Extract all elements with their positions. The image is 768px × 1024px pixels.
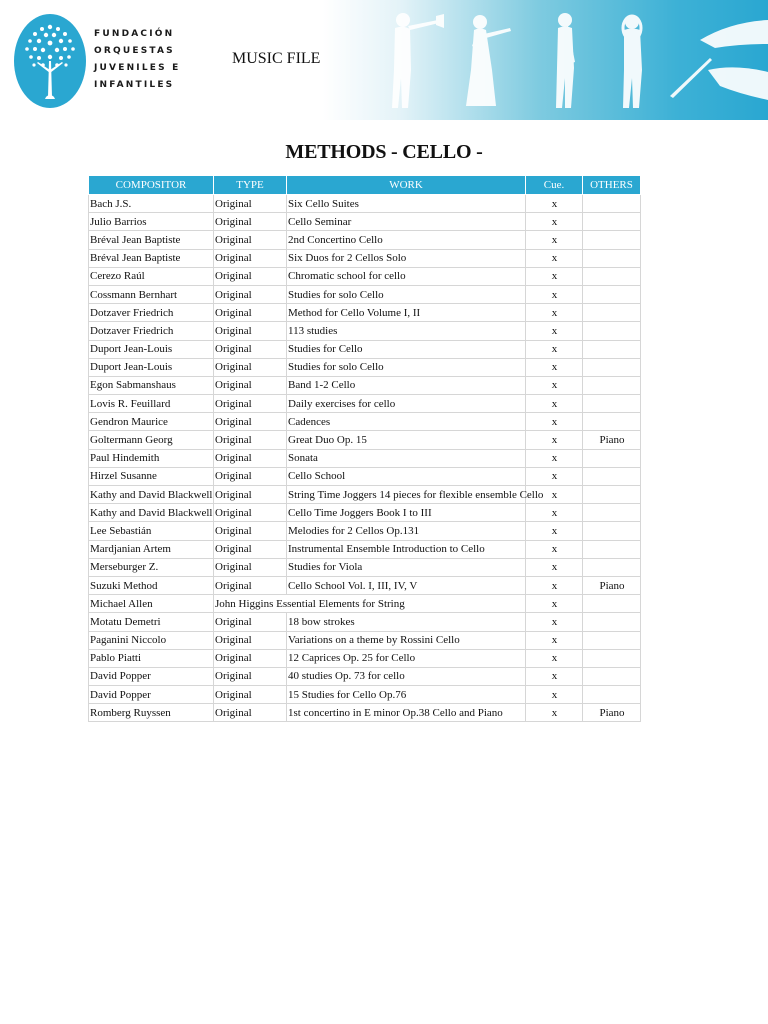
section-label: MUSIC FILE — [232, 50, 321, 67]
others-cell — [583, 249, 641, 267]
cue-cell: x — [526, 540, 583, 558]
cue-cell: x — [526, 431, 583, 449]
table-row — [89, 486, 641, 504]
others-cell — [583, 358, 641, 376]
type-cell: Original — [214, 249, 287, 267]
org-line-4: INFANTILES — [94, 80, 175, 90]
others-cell — [583, 213, 641, 231]
cue-cell: x — [526, 522, 583, 540]
others-cell — [583, 285, 641, 303]
table-body — [89, 195, 641, 722]
column-header-cue: Cue. — [526, 176, 583, 195]
cue-cell: x — [526, 667, 583, 685]
column-header-compositor: COMPOSITOR — [89, 176, 214, 195]
compositor-cell: Paganini Niccolo — [89, 631, 214, 649]
compositor-cell: Romberg Ruyssen — [89, 704, 214, 722]
org-line-3: JUVENILES E — [94, 63, 181, 73]
others-cell — [583, 449, 641, 467]
table-row — [89, 395, 641, 413]
cue-cell: x — [526, 267, 583, 285]
others-cell — [583, 395, 641, 413]
cue-cell: x — [526, 704, 583, 722]
table-row — [89, 576, 641, 594]
table-row — [89, 631, 641, 649]
table-row — [89, 304, 641, 322]
table-row — [89, 285, 641, 303]
table-row — [89, 213, 641, 231]
column-header-work: WORK — [287, 176, 526, 195]
cue-cell: x — [526, 486, 583, 504]
type-cell: Original — [214, 304, 287, 322]
work-cell: Band 1-2 Cello — [287, 376, 526, 394]
work-cell: Cello Time Joggers Book I to III — [287, 504, 526, 522]
cue-cell: x — [526, 285, 583, 303]
compositor-cell: Hirzel Susanne — [89, 467, 214, 485]
others-cell — [583, 667, 641, 685]
others-cell — [583, 686, 641, 704]
type-cell: Original — [214, 285, 287, 303]
compositor-cell: Paul Hindemith — [89, 449, 214, 467]
others-cell — [583, 522, 641, 540]
table-row — [89, 540, 641, 558]
type-cell: Original — [214, 667, 287, 685]
cue-cell: x — [526, 413, 583, 431]
compositor-cell: Dotzaver Friedrich — [89, 322, 214, 340]
cue-cell: x — [526, 376, 583, 394]
others-cell — [583, 467, 641, 485]
work-cell: Six Duos for 2 Cellos Solo — [287, 249, 526, 267]
type-cell: Original — [214, 376, 287, 394]
compositor-cell: Bréval Jean Baptiste — [89, 231, 214, 249]
organization-name — [94, 26, 181, 94]
type-cell: Original — [214, 431, 287, 449]
type-cell: Original — [214, 358, 287, 376]
cue-cell: x — [526, 249, 583, 267]
cue-cell: x — [526, 449, 583, 467]
type-cell: Original — [214, 213, 287, 231]
work-cell: 12 Caprices Op. 25 for Cello — [287, 649, 526, 667]
cue-cell: x — [526, 304, 583, 322]
table-row — [89, 686, 641, 704]
others-cell — [583, 631, 641, 649]
type-cell: Original — [214, 449, 287, 467]
compositor-cell: Pablo Piatti — [89, 649, 214, 667]
work-cell: Studies for solo Cello — [287, 358, 526, 376]
work-cell: Instrumental Ensemble Introduction to Cello — [287, 540, 526, 558]
others-cell — [583, 504, 641, 522]
table-row — [89, 667, 641, 685]
type-cell: Original — [214, 504, 287, 522]
type-cell: Original — [214, 322, 287, 340]
compositor-cell: Duport Jean-Louis — [89, 340, 214, 358]
type-cell: Original — [214, 558, 287, 576]
compositor-cell: David Popper — [89, 686, 214, 704]
table-row — [89, 358, 641, 376]
compositor-cell: David Popper — [89, 667, 214, 685]
compositor-cell: Michael Allen — [89, 595, 214, 613]
type-cell: Original — [214, 613, 287, 631]
compositor-cell: Kathy and David Blackwell — [89, 486, 214, 504]
cue-cell: x — [526, 340, 583, 358]
cue-cell: x — [526, 576, 583, 594]
compositor-cell: Lee Sebastián — [89, 522, 214, 540]
others-cell — [583, 613, 641, 631]
table-header-row — [89, 176, 641, 195]
type-cell: Original — [214, 395, 287, 413]
others-cell — [583, 322, 641, 340]
column-header-others: OTHERS — [583, 176, 641, 195]
cue-cell: x — [526, 395, 583, 413]
org-line-2: ORQUESTAS — [94, 46, 175, 56]
type-cell: Original — [214, 195, 287, 213]
type-cell: Original — [214, 267, 287, 285]
cue-cell: x — [526, 649, 583, 667]
others-cell — [583, 304, 641, 322]
compositor-cell: Bréval Jean Baptiste — [89, 249, 214, 267]
cue-cell: x — [526, 631, 583, 649]
cue-cell: x — [526, 686, 583, 704]
compositor-cell: Kathy and David Blackwell — [89, 504, 214, 522]
foundation-logo-icon — [13, 13, 87, 109]
work-cell: Cello Seminar — [287, 213, 526, 231]
header-banner — [0, 0, 768, 120]
others-cell — [583, 595, 641, 613]
table-row — [89, 231, 641, 249]
type-cell: Original — [214, 486, 287, 504]
type-cell: Original — [214, 413, 287, 431]
cue-cell: x — [526, 322, 583, 340]
others-cell — [583, 558, 641, 576]
compositor-cell: Lovis R. Feuillard — [89, 395, 214, 413]
work-cell: 1st concertino in E minor Op.38 Cello and Piano — [287, 704, 526, 722]
compositor-cell: Egon Sabmanshaus — [89, 376, 214, 394]
table-row — [89, 413, 641, 431]
work-cell: Six Cello Suites — [287, 195, 526, 213]
type-cell: Original — [214, 467, 287, 485]
others-cell — [583, 231, 641, 249]
type-cell: Original — [214, 540, 287, 558]
work-cell: Variations on a theme by Rossini Cello — [287, 631, 526, 649]
table-row — [89, 704, 641, 722]
work-cell: Melodies for 2 Cellos Op.131 — [287, 522, 526, 540]
methods-table — [88, 175, 641, 722]
others-cell — [583, 486, 641, 504]
org-line-1: FUNDACIÓN — [94, 29, 175, 39]
work-cell: Chromatic school for cello — [287, 267, 526, 285]
work-cell: Method for Cello Volume I, II — [287, 304, 526, 322]
type-cell: Original — [214, 704, 287, 722]
cue-cell: x — [526, 467, 583, 485]
compositor-cell: Goltermann Georg — [89, 431, 214, 449]
table-row — [89, 613, 641, 631]
cue-cell: x — [526, 595, 583, 613]
compositor-cell: Duport Jean-Louis — [89, 358, 214, 376]
type-cell: John Higgins Essential Elements for String — [214, 595, 526, 613]
compositor-cell: Bach J.S. — [89, 195, 214, 213]
compositor-cell: Mardjanian Artem — [89, 540, 214, 558]
compositor-cell: Cerezo Raúl — [89, 267, 214, 285]
others-cell: Piano — [583, 576, 641, 594]
table-row — [89, 649, 641, 667]
others-cell — [583, 267, 641, 285]
cue-cell: x — [526, 358, 583, 376]
type-cell: Original — [214, 576, 287, 594]
others-cell: Piano — [583, 431, 641, 449]
table-row — [89, 195, 641, 213]
cue-cell: x — [526, 195, 583, 213]
work-cell: Studies for Viola — [287, 558, 526, 576]
cue-cell: x — [526, 504, 583, 522]
cue-cell: x — [526, 231, 583, 249]
table-row — [89, 340, 641, 358]
work-cell: 113 studies — [287, 322, 526, 340]
work-cell: Studies for Cello — [287, 340, 526, 358]
cue-cell: x — [526, 613, 583, 631]
musician-silhouettes-icon — [370, 0, 768, 120]
work-cell: Studies for solo Cello — [287, 285, 526, 303]
work-cell: 15 Studies for Cello Op.76 — [287, 686, 526, 704]
work-cell: Cello School — [287, 467, 526, 485]
compositor-cell: Gendron Maurice — [89, 413, 214, 431]
table-row — [89, 322, 641, 340]
compositor-cell: Dotzaver Friedrich — [89, 304, 214, 322]
others-cell — [583, 540, 641, 558]
work-cell: Sonata — [287, 449, 526, 467]
table-row — [89, 267, 641, 285]
work-cell: 18 bow strokes — [287, 613, 526, 631]
compositor-cell: Motatu Demetri — [89, 613, 214, 631]
compositor-cell: Suzuki Method — [89, 576, 214, 594]
page-title: METHODS - CELLO - — [285, 141, 483, 163]
table-row — [89, 522, 641, 540]
others-cell: Piano — [583, 704, 641, 722]
others-cell — [583, 340, 641, 358]
compositor-cell: Merseburger Z. — [89, 558, 214, 576]
table-row — [89, 595, 641, 613]
table-row — [89, 449, 641, 467]
others-cell — [583, 195, 641, 213]
table-row — [89, 558, 641, 576]
table-row — [89, 467, 641, 485]
work-cell: 2nd Concertino Cello — [287, 231, 526, 249]
work-cell: 40 studies Op. 73 for cello — [287, 667, 526, 685]
work-cell: Daily exercises for cello — [287, 395, 526, 413]
others-cell — [583, 649, 641, 667]
type-cell: Original — [214, 340, 287, 358]
type-cell: Original — [214, 522, 287, 540]
others-cell — [583, 413, 641, 431]
work-cell: Cello School Vol. I, III, IV, V — [287, 576, 526, 594]
type-cell: Original — [214, 686, 287, 704]
table-row — [89, 249, 641, 267]
cue-cell: x — [526, 558, 583, 576]
column-header-type: TYPE — [214, 176, 287, 195]
compositor-cell: Julio Barrios — [89, 213, 214, 231]
table-row — [89, 376, 641, 394]
others-cell — [583, 376, 641, 394]
type-cell: Original — [214, 631, 287, 649]
table-row — [89, 431, 641, 449]
work-cell: Great Duo Op. 15 — [287, 431, 526, 449]
compositor-cell: Cossmann Bernhart — [89, 285, 214, 303]
work-cell: String Time Joggers 14 pieces for flexible ensemble Cello — [287, 486, 526, 504]
table-row — [89, 504, 641, 522]
cue-cell: x — [526, 213, 583, 231]
type-cell: Original — [214, 231, 287, 249]
work-cell: Cadences — [287, 413, 526, 431]
type-cell: Original — [214, 649, 287, 667]
